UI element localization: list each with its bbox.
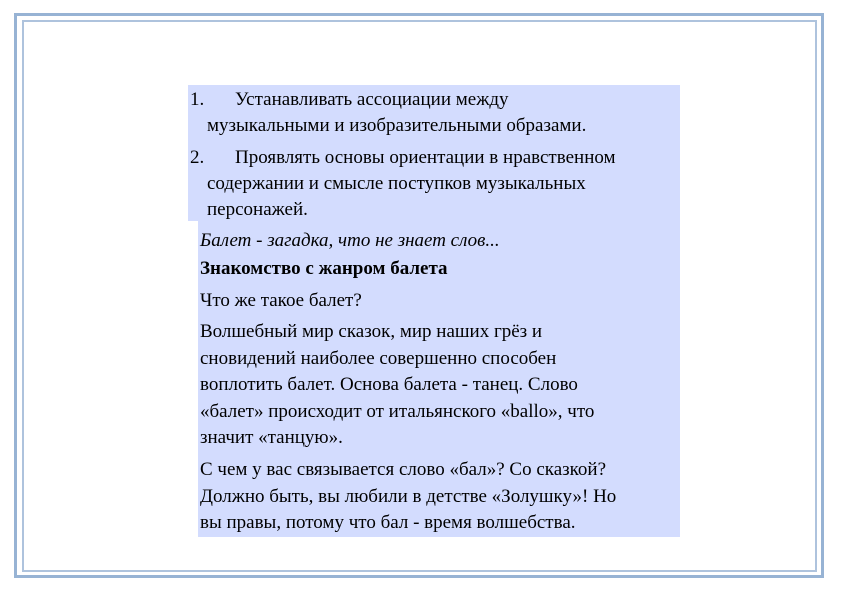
objective-line: Проявлять основы ориентации в нравственном bbox=[235, 147, 616, 168]
objective-number: 1. bbox=[190, 89, 205, 110]
paragraph-line: вы правы, потому что бал - время волшебства. bbox=[200, 512, 576, 533]
paragraph-ball bbox=[200, 457, 680, 537]
epigraph: Балет - загадка, что не знает слов... bbox=[200, 230, 500, 251]
paragraph-line: С чем у вас связывается слово «бал»? Со сказкой? bbox=[200, 459, 607, 480]
paragraph-line: «балет» происходит от итальянского «ballo», что bbox=[200, 400, 595, 422]
paragraph-line: Должно быть, вы любили в детстве «Золушку»! Но bbox=[200, 485, 617, 507]
paragraph-line: сновидений наиболее совершенно способен bbox=[200, 347, 557, 369]
paragraph-ballet-intro bbox=[200, 319, 680, 452]
question-text: Что же такое балет? bbox=[200, 290, 362, 311]
paragraph-line: Волшебный мир сказок, мир наших грёз и bbox=[200, 321, 543, 342]
objective-item-1 bbox=[188, 87, 678, 139]
objective-line: содержании и смысле поступков музыкальных bbox=[207, 173, 586, 194]
objective-line: Устанавливать ассоциации между bbox=[235, 89, 509, 110]
objective-item-2 bbox=[188, 145, 678, 223]
paragraph-line: значит «танцую». bbox=[200, 427, 343, 448]
paragraph-line: воплотить балет. Основа балета - танец. Слово bbox=[200, 374, 578, 395]
objective-line: персонажей. bbox=[207, 199, 308, 220]
objective-line: музыкальными и изобразительными образами. bbox=[207, 115, 587, 136]
section-heading: Знакомство с жанром балета bbox=[200, 258, 448, 279]
objective-number: 2. bbox=[190, 147, 205, 168]
